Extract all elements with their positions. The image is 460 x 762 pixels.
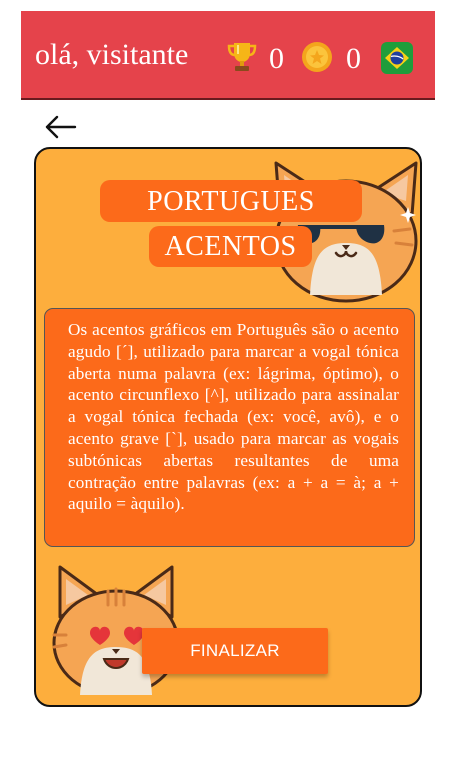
coin-count: 0 xyxy=(346,42,361,75)
finish-button[interactable]: FINALIZAR xyxy=(142,628,328,674)
top-bar xyxy=(21,11,435,100)
coin-icon xyxy=(301,41,333,73)
lesson-card xyxy=(34,147,422,707)
trophy-icon xyxy=(225,40,259,74)
lesson-text-box xyxy=(44,308,415,547)
arrow-left-icon[interactable] xyxy=(42,113,78,141)
lesson-title: PORTUGUES xyxy=(100,180,362,222)
brazil-flag-icon[interactable] xyxy=(381,42,413,74)
trophy-count: 0 xyxy=(269,42,284,75)
lesson-body-text: Os acentos gráficos em Português são o acento agudo [´], utilizado para marcar a vogal tónica aberta numa palavra (ex: lágrima, óptimo), o acento circunflexo [^], utilizado para assinalar a vogal tónica fechada (ex: você, avô), e o acento grave [`], usado para marcar as vogais subtónicas abertas resultantes de uma contração entre palavras (ex: a + a = à; a + aquilo = àquilo). xyxy=(68,320,399,514)
lesson-subtitle: ACENTOS xyxy=(149,226,312,267)
greeting-text: olá, visitante xyxy=(35,38,189,71)
